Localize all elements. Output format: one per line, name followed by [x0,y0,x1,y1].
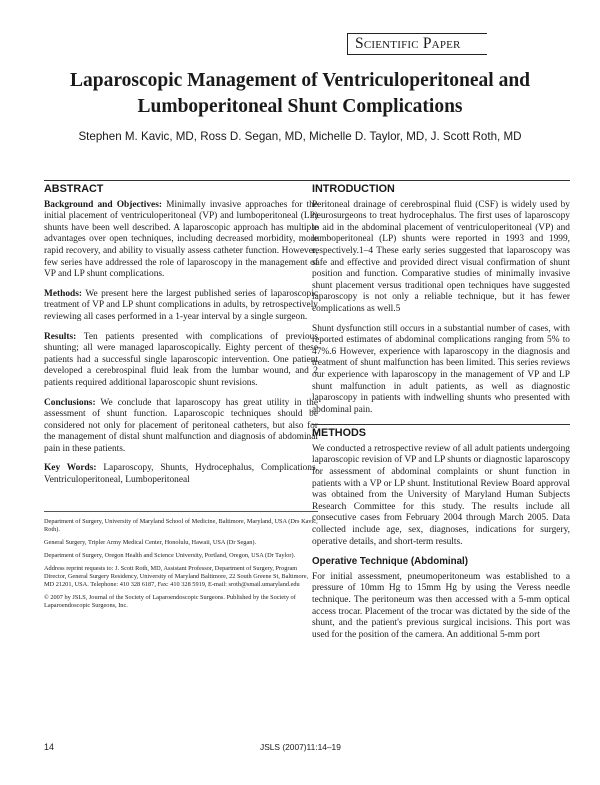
article-title: Laparoscopic Management of Ventriculoperitoneal and Lumboperitoneal Shunt Complications [69,70,531,117]
conclusions-label: Conclusions: [44,397,96,408]
affiliation-divider [44,511,318,512]
background-text: Minimally invasive approaches for the initial placement of ventriculoperitoneal (VP) and lumboperitoneal (LP) shunts have been well described. A laparoscopic approach has multiple advantages over open techniques, including decreased morbidity, more rapid recovery, and ability to visually assess catheter function. However, few series have addressed the role of laparoscopy in the management of VP and LP shunt complications. [44,199,318,280]
keywords-text: Laparoscopy, Shunts, Hydrocephalus, Complications, Ventriculoperitoneal, Lumboperitoneal [44,463,318,486]
operative-paragraph-1: For initial assessment, pneumoperitoneum was established to a pressure of 10mm Hg to 15mm Hg by using the Veress needle technique. The peritoneum was then accessed with a 5-mm optical access trocar. Placement of the trocar was dictated by the side of the shunt, and the patient's previous surgical incisions. This port was used for the position of the camera. An additional 5-mm port [312,571,570,640]
methods-heading: METHODS [312,424,570,440]
copyright-notice: © 2007 by JSLS, Journal of the Society of Laparoendoscopic Surgeons. Published by the Society of Laparoendoscopic Surgeons, Inc. [44,593,296,609]
introduction-paragraph-1: Peritoneal drainage of cerebrospinal fluid (CSF) is widely used by neurosurgeons to treat hydrocephalus. The first uses of laparoscopy to aid in the abdominal placement of ventriculoperitoneal (VP) and lumboperitoneal (LP) shunts were reported in 1993 and 1999, respectively.1–4 These early series suggested that laparoscopy was safe and effective and provided direct visual confirmation of shunt position and function. Comparative studies of minimally invasive shunt placement versus traditional open techniques have suggested laparoscopy is not only a reliable technique, but it has fewer complications as well.5 [312,199,570,314]
results-label: Results: [44,331,77,342]
right-column [312,180,570,649]
methods-paragraph-1: We conducted a retrospective review of all adult patients undergoing laparoscopic revision of VP and LP shunts or diagnostic laparoscopy for assessment of abdominal complaints or shunt function in patients with a VP or LP shunt. Institutional Review Board approval was obtained from the University of Maryland Human Subjects Research Committee for this study. The results include all consecutive cases from February 2004 through March 2005. Data collected include age, sex, diagnoses, indications for surgery, operative details, and short-term results. [312,443,570,547]
background-label: Background and Objectives: [44,199,162,210]
methods-text: We present here the largest published series of laparoscopic treatment of VP and LP shunt complications in adults, by retrospectively reviewing all cases performed in a 1-year interval by a single surgeon. [44,288,318,322]
operative-heading: Operative Technique (Abdominal) [312,556,469,568]
abstract-heading: ABSTRACT [44,180,318,196]
abstract-keywords [44,463,318,486]
abstract-results [44,332,318,390]
introduction-paragraph-2: Shunt dysfunction still occurs in a substantial number of cases, with reported estimates of abdominal complications ranging from 5% to 47%.6 However, experience with laparoscopy in the diagnosis and treatment of shunt malfunction has been limited. This series reviews our experience with laparoscopy in the management of VP and LP shunt malfunction in adult patients, as well as diagnostic laparoscopy in patients with indwelling shunts who presented with abdominal pain. [312,323,570,415]
keywords-label: Key Words: [44,463,97,474]
affiliation-2: General Surgery, Tripler Army Medical Center, Honolulu, Hawaii, USA (Dr Segan). [44,538,257,546]
methods-label: Methods: [44,288,83,299]
abstract-methods [44,289,318,324]
abstract-conclusions [44,398,318,456]
reprint-address: Address reprint requests to: J. Scott Roth, MD, Assistant Professor, Department of Surgery, Program Director, General Surgery Residency, University of Maryland Baltimore, 22 South Greene St, Baltimore, MD 21201, USA. Telephone: 410 328 6187, Fax: 410 328 5919, E-mail: sroth@smail.umaryland.edu [44,564,309,588]
left-column [44,180,318,615]
results-text: Ten patients presented with complications of previous shunting; all were managed laparoscopically. Eighty percent of these patients had a successful single laparoscopic intervention. One patient developed a cerebrospinal fluid leak from the lumbar wound, and 2 patients required additional laparoscopic shunt revisions. [44,331,318,388]
conclusions-text: We conclude that laparoscopy has great utility in the assessment of shunt function. Laparoscopic techniques should be considered not only for placement of peritoneal catheters, but also for the management of distal shunt malfunction and diagnosis of abdominal pain in these patients. [44,397,318,454]
introduction-heading: INTRODUCTION [312,180,570,196]
section-badge: Scientific Paper [347,33,487,55]
abstract-background [44,200,318,281]
affiliation-3: Department of Surgery, Oregon Health and Science University, Portland, Oregon, USA (Dr Taylor). [44,551,296,559]
journal-citation: JSLS (2007)11:14–19 [260,742,341,752]
page-number: 14 [44,742,55,752]
affiliation-1: Department of Surgery, University of Maryland School of Medicine, Baltimore, Maryland, USA (Drs Kavic, Roth). [44,517,318,533]
author-list: Stephen M. Kavic, MD, Ross D. Segan, MD, Michelle D. Taylor, MD, J. Scott Roth, MD [78,130,522,143]
